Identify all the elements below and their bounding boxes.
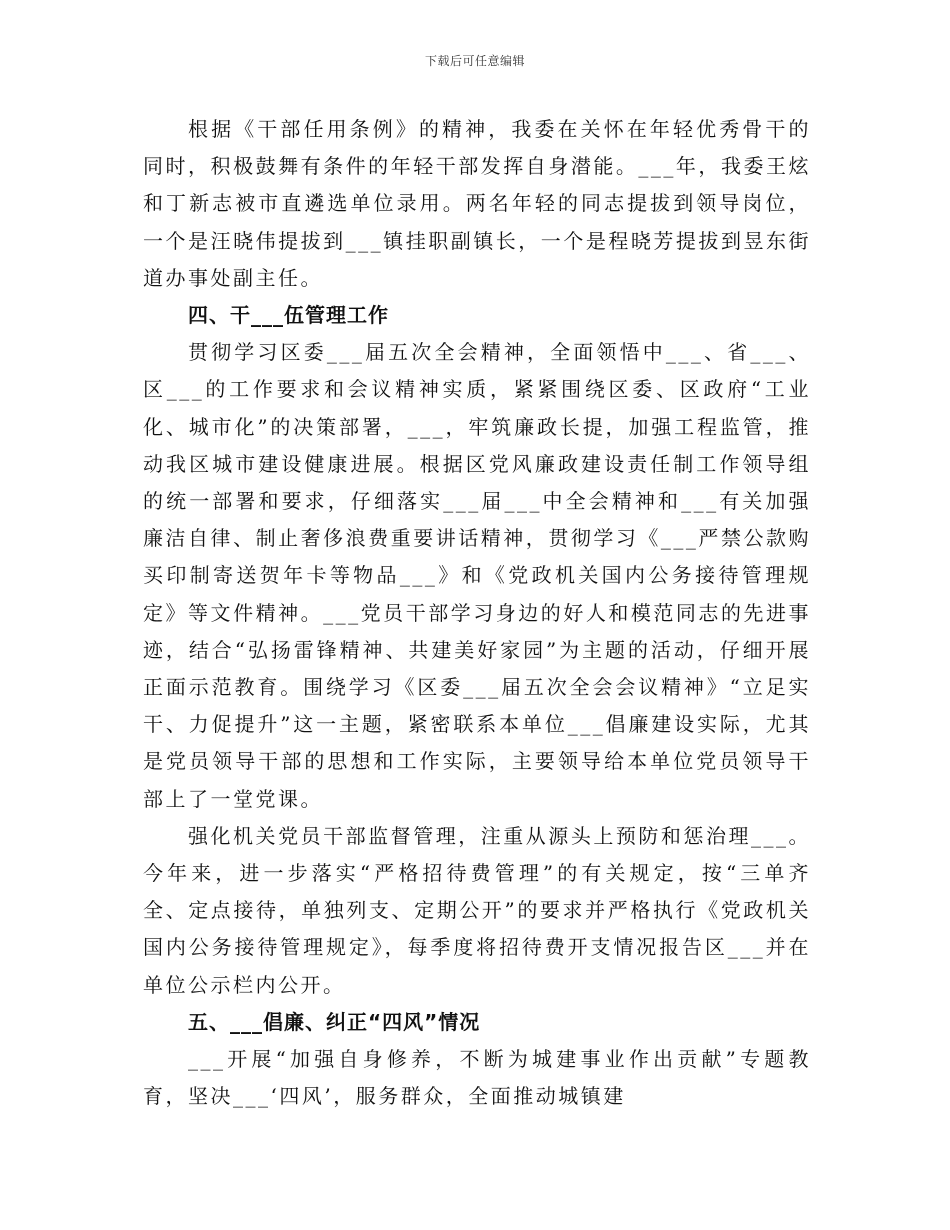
document-body: [143, 111, 811, 1115]
page-header-watermark: 下载后可任意编辑: [424, 54, 525, 68]
paragraph-supervision: 强化机关党员干部监督管理，注重从源头上预防和惩治理___。今年来，进一步落实“严格招待费管理”的有关规定，按“三单齐全、定点接待，单独列支、定期公开”的要求并严格执行《党政机关国内公务接待管理规定》，每季度将招待费开支情况报告区___并在单位公示栏内公开。: [143, 823, 811, 997]
section-heading-5: 五、___倡廉、纠正“四风”情况: [188, 1009, 481, 1034]
paragraph-special-education: ___开展“加强自身修养，不断为城建事业作出贡献”专题教育，坚决___‘四风’，服务群众，全面推动城镇建: [143, 1047, 811, 1109]
section-heading-4: 四、干___伍管理工作: [188, 303, 389, 328]
paragraph-cadre-appointment: 根据《干部任用条例》的精神，我委在关怀在年轻优秀骨干的同时，积极鼓舞有条件的年轻干部发挥自身潜能。___年，我委王炫和丁新志被市直遴选单位录用。两名年轻的同志提拔到领导岗位，一个是汪晓伟提拔到___镇挂职副镇长，一个是程晓芳提拔到昱东街道办事处副主任。: [143, 117, 811, 290]
paragraph-party-study: 贯彻学习区委___届五次全会精神，全面领悟中___、省___、区___的工作要求和会议精神实质，紧紧围绕区委、区政府“工业化、城市化”的决策部署，___，牢筑廉政长提，加强工程监管，推动我区城市建设健康进展。根据区党风廉政建设责任制工作领导组的统一部署和要求，仔细落实___届___中全会精神和___有关加强廉洁自律、制止奢侈浪费重要讲话精神，贯彻学习《___严禁公款购买印制寄送贺年卡等物品___》和《党政机关国内公务接待管理规定》等文件精神。___党员干部学习身边的好人和模范同志的先进事迹，结合“弘扬雷锋精神、共建美好家园”为主题的活动，仔细开展正面示范教育。围绕学习《区委___届五次全会会议精神》“立足实干、力促提升”这一主题，紧密联系本单位___倡廉建设实际，尤其是党员领导干部的思想和工作实际，主要领导给本单位党员领导干部上了一堂党课。: [143, 340, 811, 811]
